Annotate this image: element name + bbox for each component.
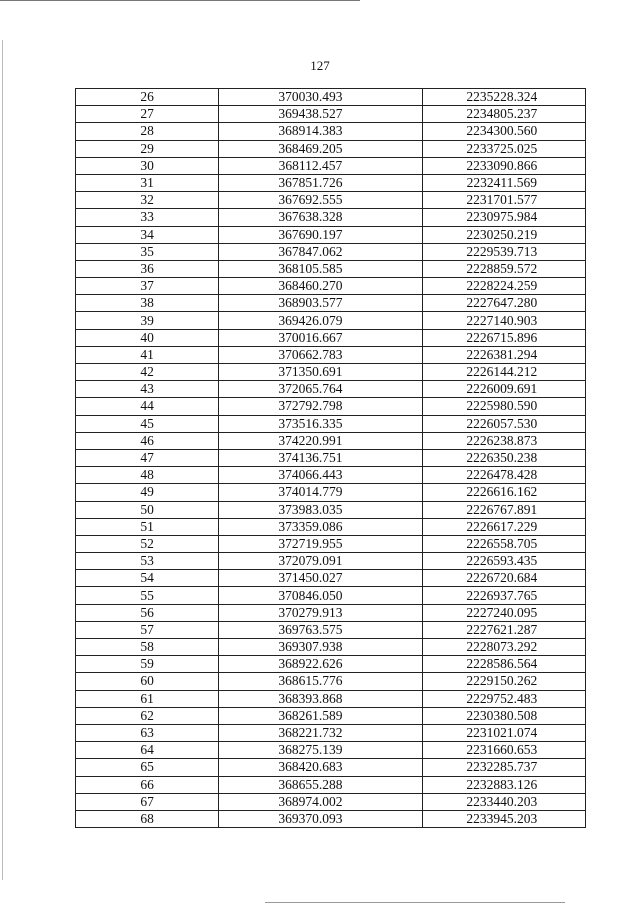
y-coordinate-cell: 2233090.866 (422, 157, 585, 174)
y-coordinate-cell: 2230380.508 (422, 707, 585, 724)
y-coordinate-cell: 2227647.280 (422, 295, 585, 312)
x-coordinate-cell: 370662.783 (219, 346, 422, 363)
y-coordinate-cell: 2234805.237 (422, 106, 585, 123)
y-coordinate-cell: 2232285.737 (422, 759, 585, 776)
x-coordinate-cell: 368460.270 (219, 278, 422, 295)
point-number-cell: 67 (76, 793, 219, 810)
table-row (76, 295, 586, 312)
point-number-cell: 56 (76, 604, 219, 621)
table-row (76, 346, 586, 363)
table-row (76, 484, 586, 501)
x-coordinate-cell: 369426.079 (219, 312, 422, 329)
y-coordinate-cell: 2226478.428 (422, 467, 585, 484)
x-coordinate-cell: 372719.955 (219, 535, 422, 552)
point-number-cell: 28 (76, 123, 219, 140)
point-number-cell: 30 (76, 157, 219, 174)
y-coordinate-cell: 2228224.259 (422, 278, 585, 295)
point-number-cell: 42 (76, 364, 219, 381)
table-row (76, 174, 586, 191)
y-coordinate-cell: 2228859.572 (422, 260, 585, 277)
point-number-cell: 44 (76, 398, 219, 415)
x-coordinate-cell: 372065.764 (219, 381, 422, 398)
y-coordinate-cell: 2226144.212 (422, 364, 585, 381)
table-row (76, 793, 586, 810)
point-number-cell: 64 (76, 742, 219, 759)
y-coordinate-cell: 2226767.891 (422, 501, 585, 518)
y-coordinate-cell: 2227140.903 (422, 312, 585, 329)
point-number-cell: 58 (76, 639, 219, 656)
table-row (76, 621, 586, 638)
y-coordinate-cell: 2230250.219 (422, 226, 585, 243)
x-coordinate-cell: 373359.086 (219, 518, 422, 535)
point-number-cell: 62 (76, 707, 219, 724)
table-row (76, 260, 586, 277)
x-coordinate-cell: 370030.493 (219, 89, 422, 106)
table-row (76, 364, 586, 381)
point-number-cell: 32 (76, 192, 219, 209)
table-row (76, 604, 586, 621)
x-coordinate-cell: 367851.726 (219, 174, 422, 191)
y-coordinate-cell: 2226381.294 (422, 346, 585, 363)
point-number-cell: 54 (76, 570, 219, 587)
y-coordinate-cell: 2229150.262 (422, 673, 585, 690)
y-coordinate-cell: 2226009.691 (422, 381, 585, 398)
table-row (76, 226, 586, 243)
y-coordinate-cell: 2233725.025 (422, 140, 585, 157)
table-row (76, 381, 586, 398)
x-coordinate-cell: 368275.139 (219, 742, 422, 759)
point-number-cell: 39 (76, 312, 219, 329)
y-coordinate-cell: 2228586.564 (422, 656, 585, 673)
x-coordinate-cell: 368914.383 (219, 123, 422, 140)
x-coordinate-cell: 367638.328 (219, 209, 422, 226)
x-coordinate-cell: 369763.575 (219, 621, 422, 638)
x-coordinate-cell: 369438.527 (219, 106, 422, 123)
x-coordinate-cell: 373516.335 (219, 415, 422, 432)
x-coordinate-cell: 368922.626 (219, 656, 422, 673)
scan-edge-bottom (265, 902, 565, 903)
y-coordinate-cell: 2232883.126 (422, 776, 585, 793)
y-coordinate-cell: 2225980.590 (422, 398, 585, 415)
y-coordinate-cell: 2226593.435 (422, 553, 585, 570)
x-coordinate-cell: 372079.091 (219, 553, 422, 570)
scan-edge-top (0, 0, 360, 1)
x-coordinate-cell: 370846.050 (219, 587, 422, 604)
point-number-cell: 52 (76, 535, 219, 552)
x-coordinate-cell: 368655.288 (219, 776, 422, 793)
point-number-cell: 40 (76, 329, 219, 346)
y-coordinate-cell: 2227240.095 (422, 604, 585, 621)
x-coordinate-cell: 368420.683 (219, 759, 422, 776)
x-coordinate-cell: 372792.798 (219, 398, 422, 415)
x-coordinate-cell: 368393.868 (219, 690, 422, 707)
x-coordinate-cell: 371450.027 (219, 570, 422, 587)
table-row (76, 518, 586, 535)
table-row (76, 123, 586, 140)
point-number-cell: 34 (76, 226, 219, 243)
x-coordinate-cell: 368261.589 (219, 707, 422, 724)
coordinates-table-body (76, 89, 586, 828)
x-coordinate-cell: 374220.991 (219, 432, 422, 449)
table-row (76, 415, 586, 432)
x-coordinate-cell: 370279.913 (219, 604, 422, 621)
table-row (76, 570, 586, 587)
x-coordinate-cell: 367690.197 (219, 226, 422, 243)
table-row (76, 724, 586, 741)
y-coordinate-cell: 2226937.765 (422, 587, 585, 604)
table-row (76, 243, 586, 260)
x-coordinate-cell: 374136.751 (219, 449, 422, 466)
point-number-cell: 53 (76, 553, 219, 570)
point-number-cell: 51 (76, 518, 219, 535)
x-coordinate-cell: 368112.457 (219, 157, 422, 174)
x-coordinate-cell: 368974.002 (219, 793, 422, 810)
point-number-cell: 47 (76, 449, 219, 466)
table-row (76, 656, 586, 673)
table-row (76, 707, 586, 724)
point-number-cell: 37 (76, 278, 219, 295)
point-number-cell: 33 (76, 209, 219, 226)
point-number-cell: 49 (76, 484, 219, 501)
table-row (76, 192, 586, 209)
table-row (76, 759, 586, 776)
x-coordinate-cell: 368903.577 (219, 295, 422, 312)
table-row (76, 673, 586, 690)
point-number-cell: 41 (76, 346, 219, 363)
table-row (76, 553, 586, 570)
x-coordinate-cell: 368105.585 (219, 260, 422, 277)
y-coordinate-cell: 2233945.203 (422, 810, 585, 827)
y-coordinate-cell: 2226057.530 (422, 415, 585, 432)
table-row (76, 329, 586, 346)
table-row (76, 690, 586, 707)
point-number-cell: 66 (76, 776, 219, 793)
table-row (76, 209, 586, 226)
table-row (76, 449, 586, 466)
x-coordinate-cell: 371350.691 (219, 364, 422, 381)
table-row (76, 278, 586, 295)
y-coordinate-cell: 2229752.483 (422, 690, 585, 707)
y-coordinate-cell: 2233440.203 (422, 793, 585, 810)
table-row (76, 106, 586, 123)
point-number-cell: 35 (76, 243, 219, 260)
x-coordinate-cell: 369307.938 (219, 639, 422, 656)
y-coordinate-cell: 2229539.713 (422, 243, 585, 260)
table-row (76, 501, 586, 518)
x-coordinate-cell: 368221.732 (219, 724, 422, 741)
x-coordinate-cell: 373983.035 (219, 501, 422, 518)
y-coordinate-cell: 2231021.074 (422, 724, 585, 741)
table-row (76, 398, 586, 415)
point-number-cell: 46 (76, 432, 219, 449)
y-coordinate-cell: 2235228.324 (422, 89, 585, 106)
y-coordinate-cell: 2226350.238 (422, 449, 585, 466)
point-number-cell: 27 (76, 106, 219, 123)
table-row (76, 639, 586, 656)
y-coordinate-cell: 2226238.873 (422, 432, 585, 449)
table-row (76, 467, 586, 484)
table-row (76, 312, 586, 329)
y-coordinate-cell: 2231701.577 (422, 192, 585, 209)
point-number-cell: 55 (76, 587, 219, 604)
point-number-cell: 61 (76, 690, 219, 707)
point-number-cell: 31 (76, 174, 219, 191)
x-coordinate-cell: 368615.776 (219, 673, 422, 690)
table-row (76, 89, 586, 106)
table-row (76, 742, 586, 759)
point-number-cell: 65 (76, 759, 219, 776)
y-coordinate-cell: 2226558.705 (422, 535, 585, 552)
table-row (76, 535, 586, 552)
x-coordinate-cell: 368469.205 (219, 140, 422, 157)
table-row (76, 157, 586, 174)
x-coordinate-cell: 374014.779 (219, 484, 422, 501)
y-coordinate-cell: 2226617.229 (422, 518, 585, 535)
point-number-cell: 26 (76, 89, 219, 106)
y-coordinate-cell: 2227621.287 (422, 621, 585, 638)
y-coordinate-cell: 2232411.569 (422, 174, 585, 191)
table-row (76, 810, 586, 827)
point-number-cell: 50 (76, 501, 219, 518)
y-coordinate-cell: 2226720.684 (422, 570, 585, 587)
point-number-cell: 45 (76, 415, 219, 432)
y-coordinate-cell: 2231660.653 (422, 742, 585, 759)
coordinates-table (75, 88, 586, 828)
point-number-cell: 60 (76, 673, 219, 690)
y-coordinate-cell: 2230975.984 (422, 209, 585, 226)
x-coordinate-cell: 367692.555 (219, 192, 422, 209)
y-coordinate-cell: 2226715.896 (422, 329, 585, 346)
y-coordinate-cell: 2226616.162 (422, 484, 585, 501)
x-coordinate-cell: 370016.667 (219, 329, 422, 346)
point-number-cell: 29 (76, 140, 219, 157)
x-coordinate-cell: 374066.443 (219, 467, 422, 484)
point-number-cell: 43 (76, 381, 219, 398)
point-number-cell: 63 (76, 724, 219, 741)
table-row (76, 776, 586, 793)
point-number-cell: 36 (76, 260, 219, 277)
point-number-cell: 57 (76, 621, 219, 638)
x-coordinate-cell: 367847.062 (219, 243, 422, 260)
table-row (76, 140, 586, 157)
y-coordinate-cell: 2234300.560 (422, 123, 585, 140)
x-coordinate-cell: 369370.093 (219, 810, 422, 827)
scan-edge-left (2, 40, 3, 880)
point-number-cell: 38 (76, 295, 219, 312)
table-row (76, 587, 586, 604)
point-number-cell: 59 (76, 656, 219, 673)
page-number: 127 (310, 58, 330, 73)
point-number-cell: 68 (76, 810, 219, 827)
table-row (76, 432, 586, 449)
point-number-cell: 48 (76, 467, 219, 484)
y-coordinate-cell: 2228073.292 (422, 639, 585, 656)
